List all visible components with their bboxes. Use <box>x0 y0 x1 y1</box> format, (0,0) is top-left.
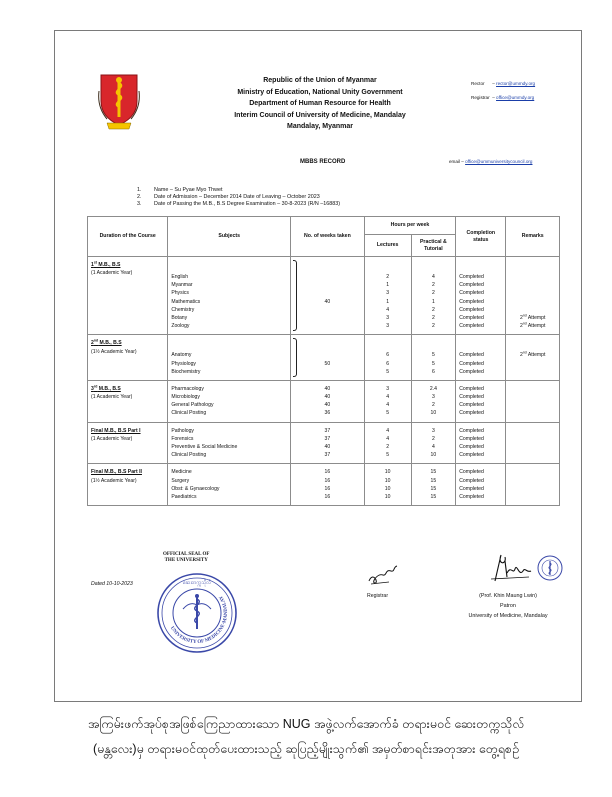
subject-name-cell <box>168 257 291 335</box>
header-city: Mandalay, Myanmar <box>286 123 353 130</box>
remark <box>509 468 556 476</box>
lectures-value-cell <box>364 464 411 506</box>
completion-status: Completed <box>459 290 484 297</box>
weeks-bracket <box>293 338 297 377</box>
patron-signature-icon <box>485 551 535 583</box>
subject-name: Clinical Posting <box>171 410 207 417</box>
student-info-line <box>137 194 340 201</box>
lectures-value: 2 <box>386 444 390 450</box>
seal-top-text: ဆေးတက္ကသိုလ် <box>183 580 211 586</box>
info-number: 3. <box>137 201 142 207</box>
weeks-value-cell <box>291 380 365 422</box>
remark <box>509 393 556 401</box>
practical-value: 4 <box>431 444 435 450</box>
course-cell <box>88 257 168 335</box>
issue-date: Dated 10-10-2023 <box>91 581 133 587</box>
weeks-value: 16 <box>324 469 331 476</box>
seal-label-line: THE UNIVERSITY <box>164 558 208 563</box>
course-duration: (1 Academic Year) <box>91 270 133 277</box>
practical-value: 2 <box>431 323 435 330</box>
remark <box>509 451 556 459</box>
completion-status-cell <box>456 422 506 464</box>
completion-status: Completed <box>459 427 484 434</box>
practical-value-list <box>415 464 453 505</box>
weeks-value: 40 <box>324 394 331 401</box>
practical-value: 6 <box>431 368 435 375</box>
weeks-value: 36 <box>324 410 331 417</box>
subject-name: Pharmacology <box>171 385 204 392</box>
info-number: 1. <box>137 187 142 193</box>
weeks-bracket <box>293 260 297 331</box>
lectures-value: 10 <box>384 469 391 476</box>
completion-status: Completed <box>459 477 484 484</box>
practical-value-list <box>415 423 453 464</box>
remark <box>509 435 556 443</box>
subject-name: Chemistry <box>171 306 195 313</box>
course-duration: (1 Academic Year) <box>91 435 133 442</box>
table-row <box>88 422 560 464</box>
completion-status-cell <box>456 257 506 335</box>
remark: 2nd Attempt <box>519 321 546 330</box>
completion-status: Completed <box>459 323 484 330</box>
lectures-value-list <box>368 381 408 422</box>
lectures-value: 3 <box>386 385 390 392</box>
lectures-value: 4 <box>386 306 390 313</box>
student-name: Name – Su Pyae Myo Thwet <box>154 187 223 193</box>
remarks-list <box>509 381 556 422</box>
completion-status-list <box>459 381 502 422</box>
weeks-value-list <box>294 423 361 464</box>
lectures-value-cell <box>364 422 411 464</box>
subject-name-list <box>171 423 287 464</box>
lectures-value: 10 <box>384 477 391 484</box>
course-name <box>91 468 164 476</box>
subject-name-cell <box>168 335 291 381</box>
practical-value-cell <box>411 464 456 506</box>
weeks-value: 16 <box>324 493 331 500</box>
course-duration: (1 Academic Year) <box>91 394 133 401</box>
completion-status: Completed <box>459 314 484 321</box>
subject-name: Biochemistry <box>171 368 201 375</box>
lectures-value: 1 <box>386 298 390 305</box>
lectures-value: 4 <box>386 427 390 434</box>
table-row <box>88 335 560 381</box>
weeks-value-cell <box>291 422 365 464</box>
course-name-rest: M.B., B.S <box>97 385 121 392</box>
remarks-list <box>509 423 556 464</box>
course-name-prefix: 2 <box>91 340 94 347</box>
subject-name: Medicine <box>171 469 192 476</box>
course-name <box>91 339 164 347</box>
practical-value-list <box>415 381 453 422</box>
course-cell <box>88 464 168 506</box>
completion-status-list <box>459 335 502 380</box>
completion-status-list <box>459 464 502 505</box>
passing-date: Date of Passing the M.B., B.S Degree Examination – 30-8-2023 (R/N –16883) <box>154 201 341 207</box>
remark <box>509 281 556 289</box>
subject-name-list <box>171 464 287 505</box>
remark <box>509 485 556 493</box>
course-cell <box>88 380 168 422</box>
header-subjects: Subjects <box>168 217 291 257</box>
course-ordinal: st <box>93 260 97 265</box>
course-duration: (1½ Academic Year) <box>91 348 137 355</box>
remarks-list <box>509 335 556 380</box>
practical-value-list <box>415 257 453 334</box>
header-lectures: Lectures <box>364 235 411 257</box>
practical-value: 2 <box>431 306 435 313</box>
admission-leaving-dates: Date of Admission – December 2014 Date of Leaving – October 2023 <box>154 194 320 200</box>
completion-status: Completed <box>459 485 484 492</box>
lectures-value: 10 <box>384 493 391 500</box>
lectures-value: 2 <box>386 274 390 280</box>
header-practical: Practical & Tutorial <box>411 235 456 257</box>
lectures-value: 5 <box>386 410 390 417</box>
lectures-value: 6 <box>386 360 390 367</box>
course-name-rest: M.B., B.S <box>96 262 121 268</box>
lectures-value: 3 <box>386 314 390 321</box>
header-completion: Completion status <box>456 217 506 257</box>
weeks-value: 16 <box>324 485 331 492</box>
completion-status: Completed <box>459 298 484 305</box>
completion-status-list <box>459 423 502 464</box>
university-logo-icon <box>97 71 141 133</box>
official-seal-label <box>163 552 209 564</box>
completion-status: Completed <box>459 394 484 401</box>
practical-value: 15 <box>430 485 437 492</box>
patron-block <box>433 591 583 621</box>
record-title: MBBS RECORD <box>300 159 346 165</box>
completion-status: Completed <box>459 368 484 375</box>
weeks-value: 40 <box>324 385 331 392</box>
completion-status: Completed <box>459 274 484 280</box>
subject-name: Surgery <box>171 477 190 484</box>
weeks-cell <box>291 335 365 381</box>
practical-value: 15 <box>430 469 437 476</box>
practical-value: 5 <box>431 360 435 367</box>
registrar-separator: – <box>492 95 495 100</box>
header-weeks: No. of weeks taken <box>291 217 365 257</box>
course-ordinal: rd <box>93 384 98 389</box>
course-name <box>91 261 164 269</box>
remark <box>509 427 556 435</box>
lectures-value: 4 <box>386 435 390 442</box>
office-email-link[interactable]: office@ummuniversitycouncil.org <box>465 159 533 164</box>
remark: 2nd Attempt <box>519 350 546 359</box>
rector-label: Rector <box>471 81 485 86</box>
practical-value-list <box>415 335 453 380</box>
registrar-label: Registrar <box>367 593 389 599</box>
patron-name: (Prof. Khin Maung Lwin) <box>479 593 537 599</box>
table-row <box>88 380 560 422</box>
patron-seal-icon <box>537 555 563 581</box>
completion-status-cell <box>456 380 506 422</box>
completion-status: Completed <box>459 469 484 476</box>
header-remarks: Remarks <box>506 217 560 257</box>
lectures-value: 5 <box>386 368 390 375</box>
rector-separator: – <box>492 81 495 86</box>
lectures-value: 4 <box>386 402 390 409</box>
practical-value: 3 <box>431 394 435 401</box>
course-name-prefix: Final M.B., B.S Part II <box>91 469 142 476</box>
subject-name: Obst: & Gynaecology <box>171 485 220 492</box>
weeks-value: 40 <box>324 444 331 450</box>
practical-value-cell <box>411 335 456 381</box>
header-council: Interim Council of University of Medicine, Mandalay <box>234 111 406 119</box>
patron-organization: University of Medicine, Mandalay <box>468 613 548 619</box>
practical-value: 2 <box>431 282 435 289</box>
table-row <box>88 257 560 335</box>
practical-value: 3 <box>431 427 435 434</box>
subject-name: English <box>171 274 189 280</box>
lectures-value-list <box>368 335 408 380</box>
course-name-rest: M.B., B.S <box>98 340 122 347</box>
completion-status: Completed <box>459 402 484 409</box>
remark <box>509 493 556 501</box>
weeks-value: 16 <box>324 477 331 484</box>
course-cell <box>88 422 168 464</box>
seal-label-line: OFFICIAL SEAL OF <box>163 552 210 557</box>
lectures-value: 10 <box>384 485 391 492</box>
remark <box>509 289 556 297</box>
university-seal-icon <box>155 571 239 655</box>
lectures-value: 6 <box>386 352 390 359</box>
remarks-cell <box>506 380 560 422</box>
header-course: Duration of the Course <box>88 217 168 257</box>
remarks-cell <box>506 422 560 464</box>
document-header <box>175 75 465 133</box>
caption-line-2: (မန္တလေး)မှ တရားမဝင်ထုတ်ပေးထားသည့် ဆုပြည့်မျိုးသွက်၏ အမှတ်စာရင်းအတုအား တွေ့ရစဉ် <box>92 742 519 756</box>
course-name-prefix: 1 <box>91 262 94 268</box>
subject-name: Zoology <box>171 323 190 330</box>
course-name-prefix: 3 <box>91 385 94 392</box>
completion-status: Completed <box>459 352 484 359</box>
remark <box>509 298 556 306</box>
completion-status: Completed <box>459 385 484 392</box>
lectures-value: 5 <box>386 452 390 459</box>
weeks-value-list <box>294 464 361 505</box>
patron-title: Patron <box>500 603 516 609</box>
remark <box>509 306 556 314</box>
header-department: Department of Human Resource for Health <box>249 100 391 107</box>
lectures-value-cell <box>364 335 411 381</box>
seal-ring-text: UNIVERSITY OF MEDICINE·MANDALAY <box>168 594 230 646</box>
info-number: 2. <box>137 194 142 200</box>
course-duration: (1½ Academic Year) <box>91 477 137 484</box>
practical-value-cell <box>411 422 456 464</box>
completion-status-list <box>459 257 502 334</box>
registrar-email-link[interactable]: office@ummdy.org <box>496 95 535 100</box>
completion-status: Completed <box>459 410 484 417</box>
subject-name: Botany <box>171 314 188 321</box>
practical-value: 2 <box>431 290 435 297</box>
lectures-value: 3 <box>386 290 390 297</box>
student-info <box>137 187 340 208</box>
weeks-cell <box>291 257 365 335</box>
lectures-value-list <box>368 423 408 464</box>
subject-name-list <box>171 381 287 422</box>
header-ministry: Ministry of Education, National Unity Government <box>237 88 403 96</box>
practical-value: 2 <box>431 314 435 321</box>
completion-status: Completed <box>459 360 484 367</box>
student-info-line <box>137 187 340 194</box>
subject-name: Anatomy <box>171 352 192 359</box>
completion-status-cell <box>456 464 506 506</box>
lectures-value: 1 <box>386 282 390 289</box>
subject-name-cell <box>168 422 291 464</box>
completion-status: Completed <box>459 306 484 313</box>
practical-value: 10 <box>430 410 437 417</box>
remark: 2nd Attempt <box>519 313 546 321</box>
practical-value: 10 <box>430 452 437 459</box>
remark <box>509 368 556 376</box>
rector-email-link[interactable]: rector@ummdy.org <box>496 81 536 86</box>
subject-name: Paediatrics <box>171 493 197 500</box>
student-info-line <box>137 201 340 208</box>
weeks-value-cell <box>291 464 365 506</box>
subject-name: Myanmar <box>171 282 193 289</box>
weeks-value: 40 <box>324 298 331 305</box>
remark <box>509 385 556 393</box>
subject-name: Forensics <box>171 435 194 442</box>
practical-value: 5 <box>431 352 435 359</box>
completion-status: Completed <box>459 493 484 500</box>
lectures-value: 4 <box>386 394 390 401</box>
weeks-value-list <box>294 381 361 422</box>
lectures-value: 3 <box>386 323 390 330</box>
lectures-value-cell <box>364 380 411 422</box>
subject-name: Clinical Posting <box>171 452 207 459</box>
course-cell <box>88 335 168 381</box>
practical-value: 4 <box>431 274 435 280</box>
email-label: email – <box>449 159 464 164</box>
subject-name-cell <box>168 464 291 506</box>
remark <box>509 273 556 281</box>
practical-value-cell <box>411 257 456 335</box>
course-ordinal: nd <box>93 338 99 343</box>
completion-status: Completed <box>459 282 484 289</box>
completion-status: Completed <box>459 452 484 459</box>
image-caption <box>0 712 612 762</box>
table-row <box>88 464 560 506</box>
lectures-value-list <box>368 257 408 334</box>
weeks-value: 37 <box>324 435 331 442</box>
header-hours: Hours per week <box>364 217 456 235</box>
caption-line-1: အကြမ်းဖက်အုပ်စုအဖြစ်ကြေညာထားသော NUG အဖွဲ့လက်အောက်ခံ တရားမဝင် ဆေးတက္ကသိုလ် <box>87 717 525 731</box>
practical-value: 2 <box>431 435 435 442</box>
remark <box>509 360 556 368</box>
remarks-cell <box>506 257 560 335</box>
weeks-value: 37 <box>324 427 331 434</box>
record-document <box>54 30 582 702</box>
subject-name: Physiology <box>171 360 196 367</box>
remark <box>509 443 556 451</box>
subject-name-list <box>171 257 287 334</box>
weeks-value: 50 <box>324 360 331 367</box>
course-name-prefix: Final M.B., B.S Part I <box>91 427 141 434</box>
remarks-list <box>509 257 556 334</box>
remark <box>509 477 556 485</box>
practical-value: 15 <box>430 477 437 484</box>
subject-name-cell <box>168 380 291 422</box>
practical-value: 2.4 <box>429 385 437 392</box>
remarks-list <box>509 464 556 505</box>
completion-status: Completed <box>459 444 484 450</box>
completion-status-cell <box>456 335 506 381</box>
course-name <box>91 385 164 393</box>
contacts-block <box>471 81 535 109</box>
lectures-value-cell <box>364 257 411 335</box>
office-email-line <box>449 159 532 164</box>
remark <box>509 409 556 417</box>
record-table <box>87 216 560 506</box>
course-name <box>91 427 164 435</box>
completion-status: Completed <box>459 435 484 442</box>
subject-name: Mathematics <box>171 298 201 305</box>
weeks-value: 40 <box>324 402 331 409</box>
remarks-cell <box>506 335 560 381</box>
subject-name: Physics <box>171 290 189 297</box>
practical-value: 1 <box>431 298 435 305</box>
registrar-label: Registrar <box>471 95 490 100</box>
subject-name: Preventive & Social Medicine <box>171 444 238 450</box>
header-republic: Republic of the Union of Myanmar <box>263 77 377 84</box>
subject-name: General Pathology <box>171 402 214 409</box>
lectures-value-list <box>368 464 408 505</box>
practical-value-cell <box>411 380 456 422</box>
remark <box>509 401 556 409</box>
subject-name: Microbiology <box>171 394 200 401</box>
weeks-value: 37 <box>324 452 331 459</box>
practical-value: 2 <box>431 402 435 409</box>
remarks-cell <box>506 464 560 506</box>
subject-name: Pathology <box>171 427 194 434</box>
registrar-signature-icon <box>365 563 401 587</box>
subject-name-list <box>171 335 287 380</box>
practical-value: 15 <box>430 493 437 500</box>
